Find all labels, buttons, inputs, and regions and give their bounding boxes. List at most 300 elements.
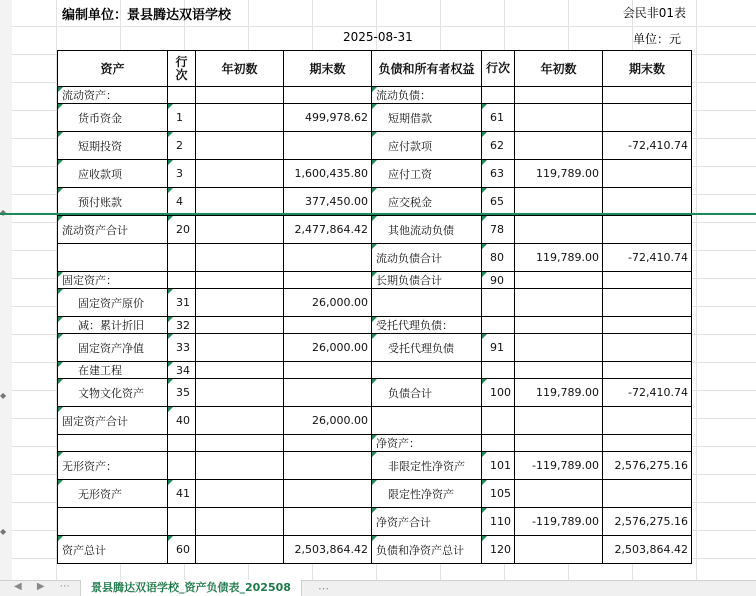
liability-line-cell[interactable] bbox=[482, 289, 515, 317]
cell-comment-marker-icon bbox=[372, 104, 377, 109]
report-unit: 单位：元 bbox=[633, 32, 682, 46]
liability-begin-cell[interactable] bbox=[515, 536, 603, 564]
asset-name-text: 短期投资 bbox=[78, 139, 122, 153]
form-number: 会民非01表 bbox=[622, 6, 686, 20]
asset-begin-cell[interactable] bbox=[196, 362, 284, 379]
asset-end-cell[interactable] bbox=[284, 87, 372, 104]
liability-name-cell[interactable] bbox=[372, 379, 482, 407]
liability-begin-cell[interactable] bbox=[515, 272, 603, 289]
cell-comment-marker-icon bbox=[372, 317, 377, 322]
liability-begin-cell[interactable]: 119,789.00 bbox=[515, 160, 603, 188]
table-row bbox=[58, 317, 692, 334]
asset-end-cell[interactable]: 2,477,864.42 bbox=[284, 216, 372, 244]
table-row bbox=[58, 104, 692, 132]
asset-name-cell[interactable] bbox=[58, 536, 168, 564]
asset-name-text: 预付账款 bbox=[78, 195, 122, 209]
asset-line-cell[interactable] bbox=[168, 379, 196, 407]
liability-line-cell[interactable] bbox=[482, 104, 515, 132]
table-row bbox=[58, 407, 692, 435]
cell-comment-marker-icon bbox=[372, 435, 377, 440]
asset-line-cell[interactable] bbox=[168, 334, 196, 362]
liability-name-cell[interactable] bbox=[372, 272, 482, 289]
asset-begin-cell[interactable] bbox=[196, 508, 284, 536]
cell-comment-marker-icon bbox=[482, 244, 487, 249]
liability-name-cell[interactable] bbox=[372, 435, 482, 452]
report-date: 2025-08-31 bbox=[343, 30, 413, 44]
cell-comment-marker-icon bbox=[58, 536, 63, 541]
cell-comment-marker-icon bbox=[168, 334, 173, 339]
liability-name-cell[interactable] bbox=[372, 334, 482, 362]
asset-name-cell[interactable] bbox=[58, 317, 168, 334]
liability-begin-cell[interactable]: -119,789.00 bbox=[515, 508, 603, 536]
liability-end-cell[interactable] bbox=[603, 289, 692, 317]
asset-begin-cell[interactable] bbox=[196, 272, 284, 289]
cell-comment-marker-icon bbox=[58, 104, 63, 109]
asset-line-text: 1 bbox=[176, 111, 183, 124]
liability-begin-cell[interactable] bbox=[515, 480, 603, 508]
sheet-tab-active[interactable]: 景县腾达双语学校_资产负债表_202508 bbox=[80, 580, 302, 596]
asset-line-text: 2 bbox=[176, 139, 183, 152]
asset-name-text: 流动资产合计 bbox=[62, 223, 128, 237]
asset-line-cell[interactable] bbox=[168, 536, 196, 564]
liability-line-cell[interactable] bbox=[482, 334, 515, 362]
liability-line-cell[interactable] bbox=[482, 87, 515, 104]
cell-comment-marker-icon bbox=[372, 216, 377, 221]
liability-end-cell[interactable] bbox=[603, 87, 692, 104]
header-liabilities[interactable]: 负债和所有者权益 bbox=[372, 51, 482, 87]
asset-line-text: 3 bbox=[176, 167, 183, 180]
cell-comment-marker-icon bbox=[372, 272, 377, 277]
liability-name-cell[interactable] bbox=[372, 289, 482, 317]
cell-comment-marker-icon bbox=[482, 104, 487, 109]
header-end-2[interactable]: 期末数 bbox=[603, 51, 692, 87]
asset-name-text: 文物文化资产 bbox=[78, 386, 144, 400]
asset-line-text: 31 bbox=[176, 296, 190, 309]
liability-line-cell[interactable] bbox=[482, 272, 515, 289]
sheet-nav-arrows-icon[interactable]: ◀ ▶ ⋯ bbox=[14, 581, 76, 592]
liability-line-cell[interactable] bbox=[482, 160, 515, 188]
asset-line-text: 40 bbox=[176, 414, 190, 427]
asset-name-cell[interactable] bbox=[58, 508, 168, 536]
asset-name-cell[interactable] bbox=[58, 379, 168, 407]
asset-name-text: 减：累计折旧 bbox=[78, 319, 144, 332]
cell-comment-marker-icon bbox=[58, 216, 63, 221]
expand-marker-icon[interactable]: ◆ bbox=[0, 391, 7, 400]
asset-end-cell[interactable]: 377,450.00 bbox=[284, 188, 372, 216]
liability-line-cell[interactable] bbox=[482, 435, 515, 452]
asset-name-cell[interactable] bbox=[58, 104, 168, 132]
cell-comment-marker-icon bbox=[372, 480, 377, 485]
asset-begin-cell[interactable] bbox=[196, 435, 284, 452]
cell-comment-marker-icon bbox=[482, 536, 487, 541]
liability-name-cell[interactable] bbox=[372, 407, 482, 435]
cell-comment-marker-icon bbox=[58, 480, 63, 485]
table-row bbox=[58, 132, 692, 160]
cell-comment-marker-icon bbox=[372, 334, 377, 339]
liability-name-text: 净资产合计 bbox=[376, 515, 431, 529]
cell-comment-marker-icon bbox=[168, 188, 173, 193]
liability-line-text: 62 bbox=[490, 139, 504, 152]
asset-name-text: 流动资产： bbox=[62, 89, 117, 102]
asset-line-cell[interactable] bbox=[168, 244, 196, 272]
asset-end-cell[interactable] bbox=[284, 452, 372, 480]
liability-name-text: 负债合计 bbox=[388, 386, 432, 400]
table-row bbox=[58, 244, 692, 272]
asset-line-cell[interactable] bbox=[168, 452, 196, 480]
table-row bbox=[58, 289, 692, 317]
liability-line-cell[interactable] bbox=[482, 244, 515, 272]
liability-name-cell[interactable] bbox=[372, 244, 482, 272]
asset-line-cell[interactable] bbox=[168, 317, 196, 334]
liability-line-cell[interactable] bbox=[482, 188, 515, 216]
liability-begin-cell[interactable] bbox=[515, 289, 603, 317]
asset-begin-cell[interactable] bbox=[196, 87, 284, 104]
asset-begin-cell[interactable] bbox=[196, 480, 284, 508]
liability-end-cell[interactable] bbox=[603, 480, 692, 508]
asset-name-text: 货币资金 bbox=[78, 111, 122, 125]
liability-line-text: 78 bbox=[490, 223, 504, 236]
liability-line-cell[interactable] bbox=[482, 508, 515, 536]
asset-begin-cell[interactable] bbox=[196, 160, 284, 188]
header-line[interactable]: 行次 bbox=[168, 51, 196, 87]
liability-end-cell[interactable] bbox=[603, 216, 692, 244]
cell-comment-marker-icon bbox=[482, 452, 487, 457]
cell-comment-marker-icon bbox=[482, 132, 487, 137]
cell-comment-marker-icon bbox=[58, 407, 63, 412]
liability-name-text: 限定性净资产 bbox=[388, 487, 454, 501]
liability-begin-cell[interactable]: -119,789.00 bbox=[515, 452, 603, 480]
asset-end-cell[interactable] bbox=[284, 435, 372, 452]
asset-end-cell[interactable] bbox=[284, 362, 372, 379]
header-line-2[interactable]: 行次 bbox=[482, 51, 515, 87]
asset-end-cell[interactable] bbox=[284, 508, 372, 536]
liability-name-cell[interactable] bbox=[372, 362, 482, 379]
asset-line-cell[interactable] bbox=[168, 435, 196, 452]
asset-line-text: 41 bbox=[176, 487, 190, 500]
asset-end-cell[interactable] bbox=[284, 480, 372, 508]
cell-comment-marker-icon bbox=[58, 289, 63, 294]
asset-line-cell[interactable] bbox=[168, 87, 196, 104]
liability-name-cell[interactable] bbox=[372, 536, 482, 564]
cell-comment-marker-icon bbox=[58, 317, 63, 322]
liability-end-cell[interactable] bbox=[603, 362, 692, 379]
table-row bbox=[58, 87, 692, 104]
cell-comment-marker-icon bbox=[482, 334, 487, 339]
asset-line-cell[interactable] bbox=[168, 104, 196, 132]
asset-line-text: 4 bbox=[176, 195, 183, 208]
liability-end-cell[interactable]: -72,410.74 bbox=[603, 379, 692, 407]
asset-line-text: 32 bbox=[176, 318, 190, 332]
liability-end-cell[interactable]: -72,410.74 bbox=[603, 132, 692, 160]
liability-end-cell[interactable] bbox=[603, 435, 692, 452]
liability-begin-cell[interactable] bbox=[515, 317, 603, 334]
cell-comment-marker-icon bbox=[58, 272, 63, 277]
asset-end-cell[interactable]: 499,978.62 bbox=[284, 104, 372, 132]
liability-end-cell[interactable]: -72,410.74 bbox=[603, 244, 692, 272]
table-row bbox=[58, 216, 692, 244]
liability-name-text: 流动负债合计 bbox=[376, 251, 442, 265]
asset-end-cell[interactable]: 26,000.00 bbox=[284, 334, 372, 362]
table-row bbox=[58, 536, 692, 564]
table-row bbox=[58, 508, 692, 536]
asset-name-cell[interactable] bbox=[58, 362, 168, 379]
asset-name-cell[interactable] bbox=[58, 289, 168, 317]
liability-line-text: 63 bbox=[490, 167, 504, 180]
header-row bbox=[58, 51, 692, 87]
cell-comment-marker-icon bbox=[58, 334, 63, 339]
liability-line-cell[interactable] bbox=[482, 216, 515, 244]
asset-end-cell[interactable] bbox=[284, 132, 372, 160]
asset-name-text: 固定资产： bbox=[62, 274, 117, 287]
liability-name-cell[interactable] bbox=[372, 104, 482, 132]
asset-name-text: 应收款项 bbox=[78, 167, 122, 181]
sheet-more-icon[interactable]: ⋯ bbox=[318, 582, 329, 595]
asset-begin-cell[interactable] bbox=[196, 132, 284, 160]
liability-line-cell[interactable] bbox=[482, 379, 515, 407]
cell-comment-marker-icon bbox=[482, 379, 487, 384]
liability-line-text: 110 bbox=[490, 515, 511, 528]
asset-line-cell[interactable] bbox=[168, 160, 196, 188]
liability-begin-cell[interactable] bbox=[515, 188, 603, 216]
liability-name-text: 其他流动负债 bbox=[388, 223, 454, 237]
report-title: 编制单位：景县腾达双语学校 bbox=[62, 8, 232, 23]
liability-line-text: 80 bbox=[490, 251, 504, 264]
cell-comment-marker-icon bbox=[372, 87, 377, 92]
liability-end-cell[interactable] bbox=[603, 160, 692, 188]
liability-line-cell[interactable] bbox=[482, 362, 515, 379]
asset-end-cell[interactable] bbox=[284, 317, 372, 334]
cell-comment-marker-icon bbox=[58, 379, 63, 384]
liability-line-text: 101 bbox=[490, 459, 511, 472]
asset-name-text: 无形资产 bbox=[78, 487, 122, 501]
asset-line-text: 20 bbox=[176, 223, 190, 236]
asset-line-text: 60 bbox=[176, 543, 190, 556]
asset-line-cell[interactable] bbox=[168, 272, 196, 289]
table-row bbox=[58, 435, 692, 452]
asset-end-cell[interactable]: 26,000.00 bbox=[284, 407, 372, 435]
cell-comment-marker-icon bbox=[482, 188, 487, 193]
liability-end-cell[interactable]: 2,503,864.42 bbox=[603, 536, 692, 564]
liability-line-cell[interactable] bbox=[482, 452, 515, 480]
header-assets[interactable]: 资产 bbox=[58, 51, 168, 87]
cell-comment-marker-icon bbox=[168, 104, 173, 109]
table-row bbox=[58, 188, 692, 216]
table-row bbox=[58, 452, 692, 480]
liability-line-cell[interactable] bbox=[482, 317, 515, 334]
asset-name-cell[interactable] bbox=[58, 407, 168, 435]
expand-marker-icon[interactable]: ◆ bbox=[0, 527, 7, 536]
asset-begin-cell[interactable] bbox=[196, 317, 284, 334]
liability-name-cell[interactable] bbox=[372, 508, 482, 536]
asset-name-cell[interactable] bbox=[58, 244, 168, 272]
balance-sheet-table bbox=[57, 50, 692, 564]
liability-line-text: 61 bbox=[490, 111, 504, 124]
table-row bbox=[58, 334, 692, 362]
freeze-pane-line[interactable] bbox=[0, 213, 756, 215]
cell-comment-marker-icon bbox=[58, 188, 63, 193]
sheet-tab-bar bbox=[0, 580, 756, 596]
liability-begin-cell[interactable] bbox=[515, 362, 603, 379]
cell-comment-marker-icon bbox=[372, 536, 377, 541]
liability-name-cell[interactable] bbox=[372, 87, 482, 104]
cell-comment-marker-icon bbox=[168, 407, 173, 412]
asset-line-cell[interactable] bbox=[168, 216, 196, 244]
asset-line-cell[interactable] bbox=[168, 508, 196, 536]
asset-begin-cell[interactable] bbox=[196, 244, 284, 272]
liability-name-cell[interactable] bbox=[372, 132, 482, 160]
asset-begin-cell[interactable] bbox=[196, 452, 284, 480]
liability-name-cell[interactable] bbox=[372, 480, 482, 508]
asset-name-cell[interactable] bbox=[58, 188, 168, 216]
cell-comment-marker-icon bbox=[482, 508, 487, 513]
liability-name-text: 短期借款 bbox=[388, 111, 432, 125]
liability-name-cell[interactable] bbox=[372, 216, 482, 244]
liability-line-text: 65 bbox=[490, 195, 504, 208]
asset-line-cell[interactable] bbox=[168, 188, 196, 216]
asset-begin-cell[interactable] bbox=[196, 407, 284, 435]
cell-comment-marker-icon bbox=[168, 379, 173, 384]
liability-name-text: 负债和净资产总计 bbox=[376, 543, 464, 557]
liability-begin-cell[interactable] bbox=[515, 435, 603, 452]
liability-begin-cell[interactable] bbox=[515, 104, 603, 132]
asset-name-text: 固定资产净值 bbox=[78, 341, 144, 355]
asset-name-text: 固定资产合计 bbox=[62, 414, 128, 428]
cell-comment-marker-icon bbox=[58, 452, 63, 457]
liability-end-cell[interactable] bbox=[603, 104, 692, 132]
liability-begin-cell[interactable]: 119,789.00 bbox=[515, 379, 603, 407]
asset-line-cell[interactable] bbox=[168, 289, 196, 317]
cell-comment-marker-icon bbox=[482, 216, 487, 221]
cell-comment-marker-icon bbox=[168, 216, 173, 221]
asset-line-cell[interactable] bbox=[168, 362, 196, 379]
liability-line-text: 100 bbox=[490, 386, 511, 399]
cell-comment-marker-icon bbox=[372, 132, 377, 137]
asset-line-cell[interactable] bbox=[168, 132, 196, 160]
cell-comment-marker-icon bbox=[58, 362, 63, 367]
asset-end-cell[interactable] bbox=[284, 379, 372, 407]
asset-line-text: 34 bbox=[176, 363, 190, 377]
asset-line-text: 33 bbox=[176, 341, 190, 354]
header-begin[interactable]: 年初数 bbox=[196, 51, 284, 87]
liability-name-cell[interactable] bbox=[372, 160, 482, 188]
cell-comment-marker-icon bbox=[58, 160, 63, 165]
liability-end-cell[interactable]: 2,576,275.16 bbox=[603, 508, 692, 536]
asset-begin-cell[interactable] bbox=[196, 216, 284, 244]
header-end[interactable]: 期末数 bbox=[284, 51, 372, 87]
cell-comment-marker-icon bbox=[372, 188, 377, 193]
liability-end-cell[interactable] bbox=[603, 272, 692, 289]
asset-name-text: 资产总计 bbox=[62, 543, 106, 557]
liability-name-text: 非限定性净资产 bbox=[388, 459, 465, 473]
liability-name-cell[interactable] bbox=[372, 188, 482, 216]
cell-comment-marker-icon bbox=[372, 160, 377, 165]
table-row bbox=[58, 272, 692, 289]
table-row bbox=[58, 160, 692, 188]
cell-comment-marker-icon bbox=[372, 379, 377, 384]
asset-begin-cell[interactable] bbox=[196, 334, 284, 362]
asset-begin-cell[interactable] bbox=[196, 188, 284, 216]
asset-begin-cell[interactable] bbox=[196, 289, 284, 317]
table-row bbox=[58, 379, 692, 407]
liability-begin-cell[interactable]: 119,789.00 bbox=[515, 244, 603, 272]
asset-end-cell[interactable]: 2,503,864.42 bbox=[284, 536, 372, 564]
asset-name-cell[interactable] bbox=[58, 334, 168, 362]
cell-comment-marker-icon bbox=[482, 272, 487, 277]
asset-name-text: 无形资产： bbox=[62, 459, 117, 473]
asset-name-cell[interactable] bbox=[58, 272, 168, 289]
cell-comment-marker-icon bbox=[372, 244, 377, 249]
asset-name-cell[interactable] bbox=[58, 435, 168, 452]
liability-line-text: 91 bbox=[490, 341, 504, 354]
table-row bbox=[58, 362, 692, 379]
liability-end-cell[interactable] bbox=[603, 407, 692, 435]
cell-comment-marker-icon bbox=[482, 160, 487, 165]
asset-name-cell[interactable] bbox=[58, 216, 168, 244]
asset-name-text: 固定资产原价 bbox=[78, 296, 144, 310]
cell-comment-marker-icon bbox=[168, 317, 173, 322]
liability-line-cell[interactable] bbox=[482, 132, 515, 160]
asset-name-cell[interactable] bbox=[58, 160, 168, 188]
asset-begin-cell[interactable] bbox=[196, 379, 284, 407]
liability-line-cell[interactable] bbox=[482, 407, 515, 435]
liability-name-text: 应付款项 bbox=[388, 139, 432, 153]
asset-name-text: 在建工程 bbox=[78, 364, 122, 377]
cell-comment-marker-icon bbox=[372, 452, 377, 457]
cell-comment-marker-icon bbox=[168, 362, 173, 367]
cell-comment-marker-icon bbox=[168, 536, 173, 541]
asset-end-cell[interactable]: 26,000.00 bbox=[284, 289, 372, 317]
liability-end-cell[interactable] bbox=[603, 334, 692, 362]
liability-begin-cell[interactable] bbox=[515, 87, 603, 104]
asset-name-cell[interactable] bbox=[58, 480, 168, 508]
header-begin-2[interactable]: 年初数 bbox=[515, 51, 603, 87]
liability-end-cell[interactable] bbox=[603, 188, 692, 216]
asset-name-cell[interactable] bbox=[58, 452, 168, 480]
asset-end-cell[interactable]: 1,600,435.80 bbox=[284, 160, 372, 188]
asset-name-cell[interactable] bbox=[58, 132, 168, 160]
liability-begin-cell[interactable] bbox=[515, 132, 603, 160]
cell-comment-marker-icon bbox=[168, 132, 173, 137]
liability-begin-cell[interactable] bbox=[515, 216, 603, 244]
cell-comment-marker-icon bbox=[168, 480, 173, 485]
liability-name-text: 应交税金 bbox=[388, 195, 432, 209]
liability-line-text: 90 bbox=[490, 273, 504, 287]
liability-name-cell[interactable] bbox=[372, 317, 482, 334]
cell-comment-marker-icon bbox=[58, 132, 63, 137]
asset-line-cell[interactable] bbox=[168, 480, 196, 508]
asset-end-cell[interactable] bbox=[284, 244, 372, 272]
asset-line-cell[interactable] bbox=[168, 407, 196, 435]
asset-begin-cell[interactable] bbox=[196, 104, 284, 132]
asset-line-text: 35 bbox=[176, 386, 190, 399]
table-row bbox=[58, 480, 692, 508]
liability-line-cell[interactable] bbox=[482, 480, 515, 508]
liability-line-cell[interactable] bbox=[482, 536, 515, 564]
liability-begin-cell[interactable] bbox=[515, 407, 603, 435]
asset-name-cell[interactable] bbox=[58, 87, 168, 104]
liability-name-text: 流动负债： bbox=[376, 89, 431, 102]
liability-name-text: 应付工资 bbox=[388, 167, 432, 181]
liability-name-text: 受托代理负债： bbox=[376, 319, 453, 332]
liability-end-cell[interactable]: 2,576,275.16 bbox=[603, 452, 692, 480]
asset-end-cell[interactable] bbox=[284, 272, 372, 289]
cell-comment-marker-icon bbox=[482, 480, 487, 485]
liability-name-cell[interactable] bbox=[372, 452, 482, 480]
asset-begin-cell[interactable] bbox=[196, 536, 284, 564]
liability-name-text: 受托代理负债 bbox=[388, 341, 454, 355]
liability-end-cell[interactable] bbox=[603, 317, 692, 334]
liability-begin-cell[interactable] bbox=[515, 334, 603, 362]
